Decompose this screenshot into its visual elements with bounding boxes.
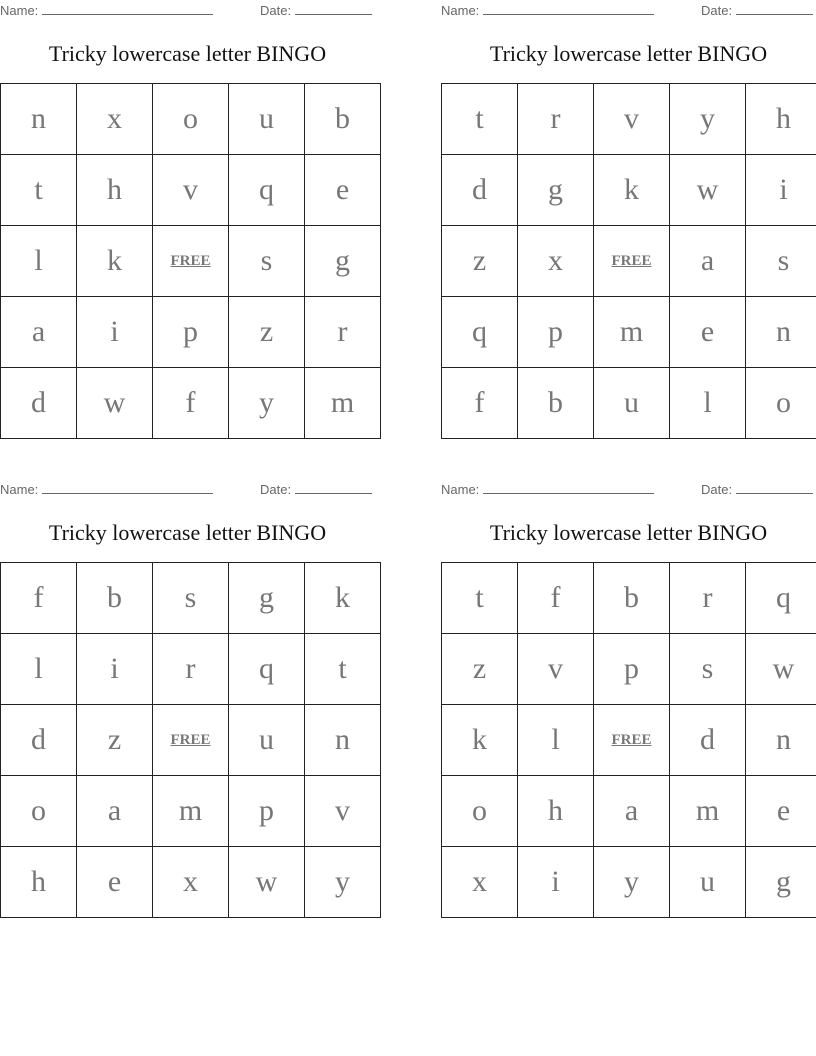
bingo-card-4 [441,479,816,898]
date-field [260,482,372,497]
grid-cell: y [670,84,746,155]
grid-cell: z [442,634,518,705]
grid-cell: d [1,705,77,776]
grid-cell: s [229,226,305,297]
date-blank-line [736,4,813,15]
grid-row [442,84,816,155]
grid-cell: o [1,776,77,847]
grid-cell: k [305,563,381,634]
name-blank-line [42,483,213,494]
card-title: Tricky lowercase letter BINGO [48,41,327,66]
grid-cell: r [518,84,594,155]
grid-row [1,368,381,439]
grid-row [442,226,816,297]
grid-cell: r [153,634,229,705]
name-label: Name: [441,482,480,497]
bingo-grid [0,83,381,439]
grid-cell: u [229,705,305,776]
name-date-row [441,0,816,22]
grid-cell: m [305,368,381,439]
date-blank-line [295,4,372,15]
grid-row [442,705,816,776]
grid-row [1,226,381,297]
date-field [701,3,813,18]
card-title: Tricky lowercase letter BINGO [489,520,768,545]
grid-cell: n [746,297,816,368]
grid-cell: p [229,776,305,847]
bingo-grid [441,83,816,439]
name-field [441,482,654,497]
grid-cell: o [442,776,518,847]
date-label: Date: [260,3,292,18]
grid-cell: w [77,368,153,439]
name-field [0,482,213,497]
grid-cell: n [305,705,381,776]
grid-row [442,847,816,918]
free-space-cell: FREE [594,226,670,297]
grid-cell: o [153,84,229,155]
grid-cell: p [518,297,594,368]
date-field [260,3,372,18]
grid-cell: b [518,368,594,439]
grid-cell: b [305,84,381,155]
grid-cell: h [1,847,77,918]
grid-cell: t [1,155,77,226]
grid-cell: q [229,155,305,226]
grid-cell: x [77,84,153,155]
grid-cell: r [305,297,381,368]
grid-cell: x [442,847,518,918]
grid-cell: v [594,84,670,155]
grid-cell: l [518,705,594,776]
grid-row [442,776,816,847]
grid-cell: f [442,368,518,439]
grid-cell: i [746,155,816,226]
grid-cell: e [746,776,816,847]
date-blank-line [295,483,372,494]
grid-cell: x [518,226,594,297]
date-field [701,482,813,497]
grid-cell: n [1,84,77,155]
grid-cell: a [594,776,670,847]
grid-cell: p [153,297,229,368]
grid-cell: r [670,563,746,634]
name-field [0,3,213,18]
grid-row [1,563,381,634]
grid-cell: z [442,226,518,297]
grid-cell: q [442,297,518,368]
grid-row [1,847,381,918]
grid-cell: g [229,563,305,634]
grid-cell: l [1,634,77,705]
name-field [441,3,654,18]
name-date-row [0,0,375,22]
grid-cell: e [670,297,746,368]
grid-cell: u [670,847,746,918]
grid-cell: y [305,847,381,918]
grid-cell: w [746,634,816,705]
grid-cell: e [305,155,381,226]
free-space-cell: FREE [594,705,670,776]
grid-row [442,155,816,226]
grid-cell: a [77,776,153,847]
grid-cell: k [594,155,670,226]
grid-cell: i [77,634,153,705]
grid-cell: b [594,563,670,634]
grid-cell: v [518,634,594,705]
bingo-card-2 [441,0,816,419]
grid-cell: z [229,297,305,368]
card-title: Tricky lowercase letter BINGO [48,520,327,545]
grid-cell: s [746,226,816,297]
name-blank-line [42,4,213,15]
grid-cell: w [670,155,746,226]
date-blank-line [736,483,813,494]
grid-row [442,368,816,439]
grid-row [1,155,381,226]
grid-cell: z [77,705,153,776]
grid-cell: i [518,847,594,918]
grid-cell: x [153,847,229,918]
free-space-cell: FREE [153,226,229,297]
bingo-grid [0,562,381,918]
grid-cell: m [153,776,229,847]
grid-row [1,634,381,705]
grid-cell: s [153,563,229,634]
grid-cell: g [305,226,381,297]
grid-cell: u [594,368,670,439]
grid-cell: q [229,634,305,705]
grid-cell: k [77,226,153,297]
grid-cell: t [442,563,518,634]
name-blank-line [483,4,654,15]
grid-row [442,634,816,705]
grid-cell: m [594,297,670,368]
grid-cell: h [746,84,816,155]
grid-cell: e [77,847,153,918]
bingo-grid [441,562,816,918]
grid-cell: a [1,297,77,368]
name-date-row [0,479,375,501]
grid-cell: u [229,84,305,155]
bingo-card-1 [0,0,375,419]
grid-cell: g [518,155,594,226]
grid-cell: d [442,155,518,226]
grid-cell: t [305,634,381,705]
date-label: Date: [701,3,733,18]
grid-cell: s [670,634,746,705]
grid-row [1,84,381,155]
grid-cell: d [1,368,77,439]
grid-cell: f [153,368,229,439]
date-label: Date: [260,482,292,497]
grid-cell: l [670,368,746,439]
free-space-cell: FREE [153,705,229,776]
grid-cell: w [229,847,305,918]
card-title: Tricky lowercase letter BINGO [489,41,768,66]
grid-cell: h [77,155,153,226]
name-label: Name: [0,3,39,18]
grid-cell: p [594,634,670,705]
name-label: Name: [0,482,39,497]
grid-cell: y [229,368,305,439]
grid-cell: i [77,297,153,368]
grid-cell: h [518,776,594,847]
name-blank-line [483,483,654,494]
grid-cell: d [670,705,746,776]
grid-cell: f [1,563,77,634]
grid-cell: a [670,226,746,297]
grid-cell: q [746,563,816,634]
grid-row [442,563,816,634]
grid-cell: n [746,705,816,776]
grid-cell: v [153,155,229,226]
name-label: Name: [441,3,480,18]
grid-cell: t [442,84,518,155]
bingo-card-3 [0,479,375,898]
grid-cell: m [670,776,746,847]
grid-cell: v [305,776,381,847]
grid-cell: o [746,368,816,439]
grid-cell: y [594,847,670,918]
grid-row [1,705,381,776]
grid-cell: g [746,847,816,918]
grid-cell: l [1,226,77,297]
grid-row [1,297,381,368]
name-date-row [441,479,816,501]
grid-row [1,776,381,847]
date-label: Date: [701,482,733,497]
grid-cell: k [442,705,518,776]
grid-cell: b [77,563,153,634]
grid-row [442,297,816,368]
grid-cell: f [518,563,594,634]
